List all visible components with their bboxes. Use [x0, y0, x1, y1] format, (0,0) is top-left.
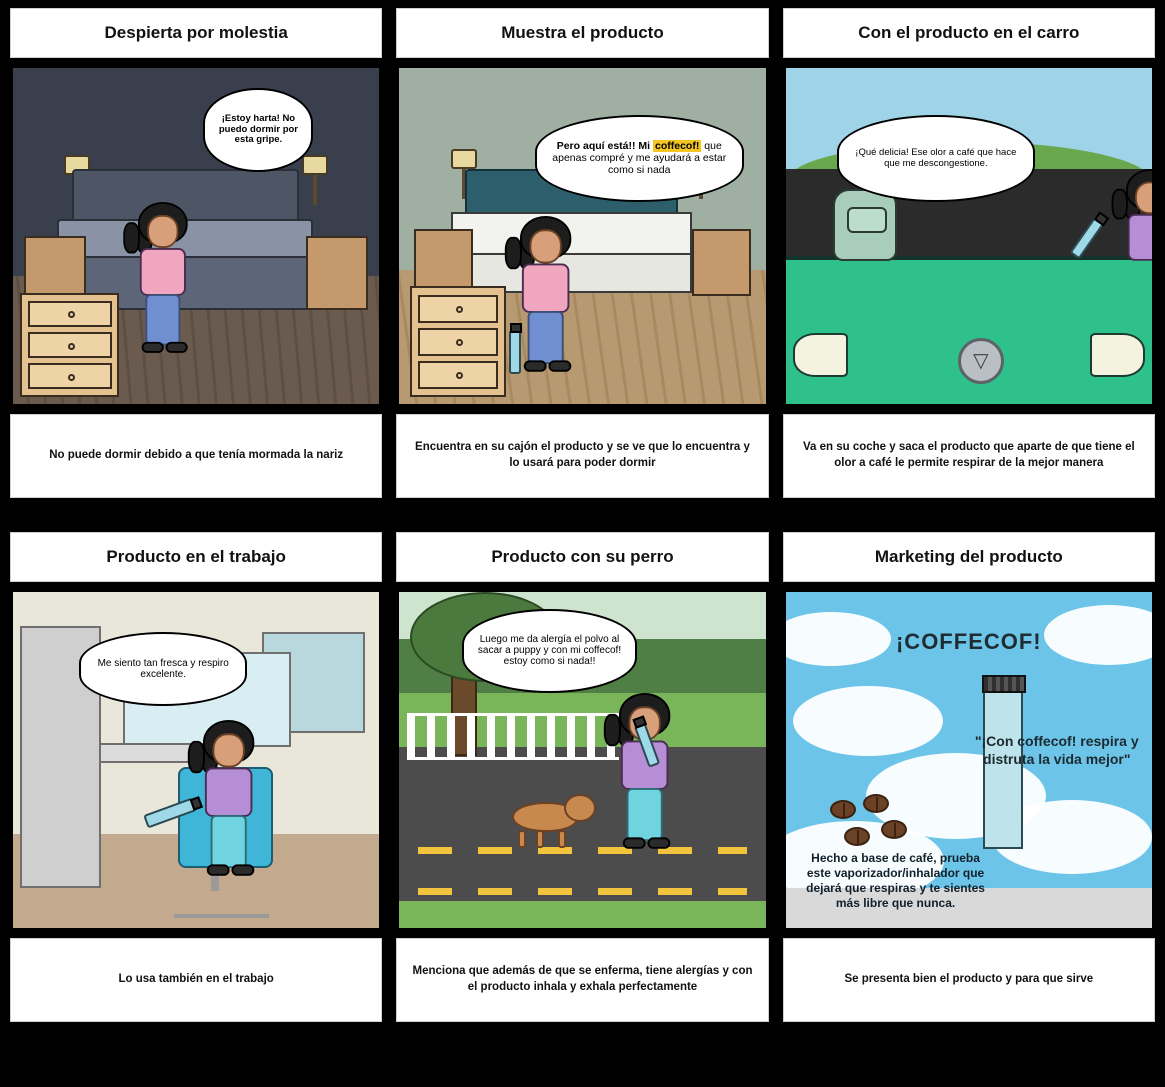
- headlight-right: [1090, 333, 1145, 377]
- nightstand-right: [306, 236, 368, 310]
- storyboard-cell-6[interactable]: [783, 532, 1155, 1022]
- grass-foreground: [399, 901, 765, 928]
- dresser: [410, 286, 505, 397]
- nightstand-right: [692, 229, 751, 296]
- product-inhaler: [983, 689, 1023, 849]
- storyboard-row-1: [10, 8, 1155, 498]
- car-logo-icon: ▽: [958, 338, 1004, 384]
- brand-title: ¡COFFECOF!: [895, 628, 1042, 654]
- panel-scene-bedroom-night[interactable]: [10, 65, 382, 407]
- panel-title: Despierta por molestia: [10, 8, 382, 58]
- storyboard-cell-3[interactable]: [783, 8, 1155, 498]
- picket-fence: [407, 713, 619, 760]
- panel-title: Marketing del producto: [783, 532, 1155, 582]
- panel-caption: Menciona que además de que se enferma, tiene alergías y con el producto inhala y exhala perfectamente: [396, 938, 768, 1022]
- bubble-text-highlight: coffecof!: [655, 140, 700, 153]
- panel-caption: Va en su coche y saca el producto que aparte de que tiene el olor a café le permite respirar de la mejor manera: [783, 414, 1155, 498]
- storyboard-cell-4[interactable]: [10, 532, 382, 1022]
- office-chair-base: [174, 888, 269, 918]
- panel-scene-office[interactable]: [10, 589, 382, 931]
- panel-scene-car[interactable]: [783, 65, 1155, 407]
- panel-scene-marketing[interactable]: [783, 589, 1155, 931]
- coffee-bean-icon: [863, 794, 889, 813]
- promo-quote: "¡Con coffecof! respira y distruta la vida mejor": [974, 733, 1139, 767]
- storyboard-cell-2[interactable]: [396, 8, 768, 498]
- panel-scene-bedroom-day[interactable]: [396, 65, 768, 407]
- dog: [502, 794, 598, 848]
- speech-bubble: Luego me da alergía el polvo al sacar a puppy y con mi coffecof! estoy como si nada!!: [462, 609, 638, 693]
- lamp-icon: [302, 155, 328, 209]
- panel-scene-street-dog[interactable]: [396, 589, 768, 931]
- storyboard-cell-5[interactable]: [396, 532, 768, 1022]
- car-hood: [786, 256, 1152, 404]
- backpack: [833, 189, 897, 261]
- panel-title: Muestra el producto: [396, 8, 768, 58]
- speech-bubble: ¡Estoy harta! No puedo dormir por esta gripe.: [203, 88, 313, 172]
- road-lane-marking: [418, 847, 748, 854]
- dresser: [20, 293, 119, 397]
- panel-caption: No puede dormir debido a que tenía mormada la nariz: [10, 414, 382, 498]
- bubble-text-pre: Pero aquí está!! Mi: [556, 140, 653, 153]
- panel-title: Producto con su perro: [396, 532, 768, 582]
- speech-bubble: [535, 115, 744, 202]
- cloud-icon: [793, 686, 943, 756]
- panel-title: Con el producto en el carro: [783, 8, 1155, 58]
- storyboard-row-2: [10, 532, 1155, 1022]
- headlight-left: [793, 333, 848, 377]
- product-inhaler: [509, 330, 521, 374]
- speech-bubble: ¡Qué delicia! Ese olor a café que hace que me descongestione.: [837, 115, 1035, 202]
- bubble-text-post: que apenas compré y me ayudará a estar como si nada: [552, 140, 727, 176]
- road-lane-marking: [418, 888, 748, 895]
- speech-bubble: Me siento tan fresca y respiro excelente.: [79, 632, 248, 706]
- coffee-bean-icon: [830, 800, 856, 819]
- panel-caption: Encuentra en su cajón el producto y se ve que lo encuentra y lo usará para poder dormir: [396, 414, 768, 498]
- storyboard-cell-1[interactable]: [10, 8, 382, 498]
- panel-caption: Se presenta bien el producto y para que sirve: [783, 938, 1155, 1022]
- panel-title: Producto en el trabajo: [10, 532, 382, 582]
- panel-caption: Lo usa también en el trabajo: [10, 938, 382, 1022]
- promo-body: Hecho a base de café, prueba este vaporizador/inhalador que dejará que respiras y te sientes más libre que nunca.: [806, 851, 985, 911]
